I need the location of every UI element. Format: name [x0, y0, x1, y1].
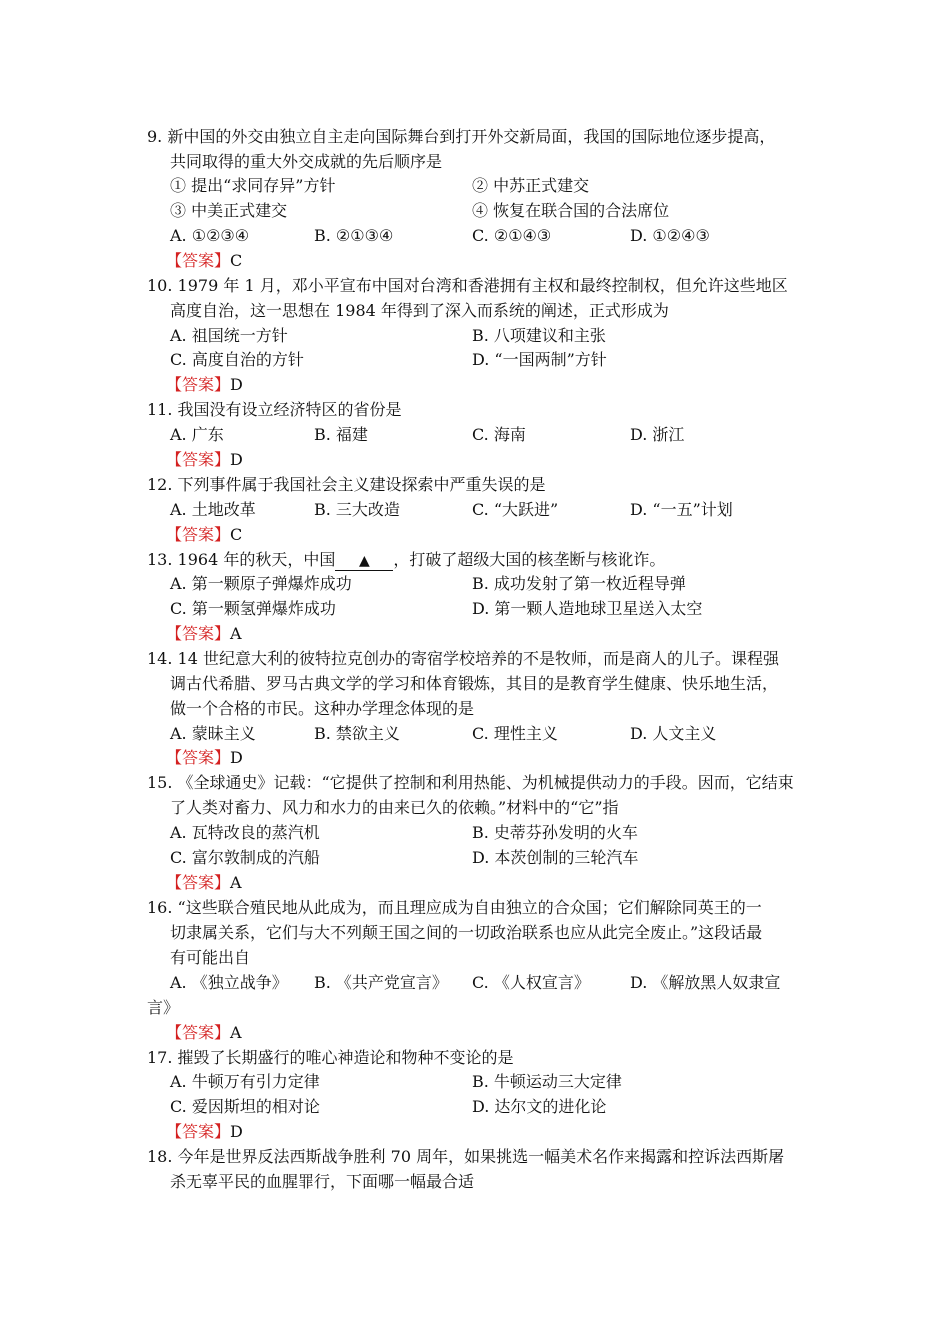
q16-option-b: B. 《共产党宣言》: [314, 973, 448, 992]
question-stem: 1979 年 1 月，邓小平宣布中国对台湾和香港拥有主权和最终控制权，但允许这些地区: [177, 276, 788, 295]
q15-option-d: D. 本茨创制的三轮汽车: [472, 848, 639, 867]
q15-option-b: B. 史蒂芬孙发明的火车: [472, 823, 638, 842]
q13-answer: [166, 622, 242, 646]
question-number: 14.: [147, 649, 173, 668]
q9-item-2: ② 中苏正式建交: [472, 176, 590, 195]
q10-option-c: C. 高度自治的方针: [170, 350, 304, 369]
answer-value: D: [230, 1122, 243, 1141]
question-15-line-2: 了人类对畜力、风力和水力的由来已久的依赖。”材料中的“它”指: [170, 798, 619, 817]
question-stem-before: 1964 年的秋天，中国: [177, 550, 336, 569]
answer-tag: 【答案】: [166, 748, 231, 767]
question-16-line-3: 有可能出自: [170, 948, 251, 967]
question-11-line-1: [147, 398, 402, 422]
q12-option-a: A. 土地改革: [170, 500, 256, 519]
q16-option-c: C. 《人权宣言》: [472, 973, 590, 992]
q16-option-d-wrap: 言》: [147, 998, 180, 1017]
question-number: 9.: [147, 127, 163, 146]
q9-item-4: ④ 恢复在联合国的合法席位: [472, 201, 670, 220]
q13-option-d: D. 第一颗人造地球卫星送入太空: [472, 599, 703, 618]
question-stem: 今年是世界反法西斯战争胜利 70 周年，如果挑选一幅美术名作来揭露和控诉法西斯屠: [177, 1147, 785, 1166]
q15-option-c: C. 富尔敦制成的汽船: [170, 848, 320, 867]
q15-answer: [166, 871, 242, 895]
question-stem: “这些联合殖民地从此成为，而且理应成为自由独立的合众国；它们解除同英王的一: [177, 898, 762, 917]
q17-option-c: C. 爱因斯坦的相对论: [170, 1097, 320, 1116]
answer-value: A: [230, 1023, 242, 1042]
q13-option-c: C. 第一颗氢弹爆炸成功: [170, 599, 336, 618]
q13-option-b: B. 成功发射了第一枚近程导弹: [472, 574, 686, 593]
fill-blank: [335, 550, 393, 571]
answer-value: A: [230, 624, 242, 643]
q16-option-a: A. 《独立战争》: [170, 973, 288, 992]
q15-option-a: A. 瓦特改良的蒸汽机: [170, 823, 320, 842]
q16-answer: [166, 1021, 242, 1045]
question-18-line-2: 杀无辜平民的血腥罪行，下面哪一幅最合适: [170, 1172, 475, 1191]
question-9-line-1: [147, 125, 775, 149]
answer-value: D: [230, 375, 243, 394]
question-16-line-2: 切隶属关系，它们与大不列颠王国之间的一切政治联系也应从此完全废止。”这段话最: [170, 923, 763, 942]
q17-option-d: D. 达尔文的进化论: [472, 1097, 607, 1116]
question-stem: 我国没有设立经济特区的省份是: [177, 400, 402, 419]
q17-option-b: B. 牛顿运动三大定律: [472, 1072, 622, 1091]
question-14-line-1: [147, 647, 779, 671]
q12-option-c: C. “大跃进”: [472, 500, 559, 519]
question-number: 18.: [147, 1147, 173, 1166]
q10-option-d: D. “一国两制”方针: [472, 350, 607, 369]
q9-answer: [166, 249, 242, 273]
answer-tag: 【答案】: [166, 525, 231, 544]
answer-tag: 【答案】: [166, 450, 231, 469]
question-stem: 下列事件属于我国社会主义建设探索中严重失误的是: [177, 475, 546, 494]
question-stem: 新中国的外交由独立自主走向国际舞台到打开外交新局面，我国的国际地位逐步提高，: [167, 127, 776, 146]
question-number: 13.: [147, 550, 173, 569]
answer-value: C: [230, 251, 243, 270]
q9-option-d: D. ①②④③: [630, 226, 710, 245]
question-10-line-1: [147, 274, 788, 298]
q17-answer: [166, 1120, 243, 1144]
question-14-line-3: 做一个合格的市民。这种办学理念体现的是: [170, 699, 475, 718]
question-stem: 摧毁了长期盛行的唯心神造论和物种不变论的是: [177, 1048, 514, 1067]
q13-option-a: A. 第一颗原子弹爆炸成功: [170, 574, 352, 593]
answer-tag: 【答案】: [166, 624, 231, 643]
question-18-line-1: [147, 1145, 784, 1169]
question-14-line-2: 调古代希腊、罗马古典文学的学习和体育锻炼，其目的是教育学生健康、快乐地生活，: [170, 674, 779, 693]
answer-value: C: [230, 525, 243, 544]
q10-answer: [166, 373, 243, 397]
question-stem-after: ，打破了超级大国的核垄断与核讹诈。: [393, 550, 666, 569]
q14-option-c: C. 理性主义: [472, 724, 558, 743]
q11-answer: [166, 448, 243, 472]
question-13-line-1: [147, 548, 665, 572]
answer-value: D: [230, 748, 243, 767]
q11-option-b: B. 福建: [314, 425, 368, 444]
answer-tag: 【答案】: [166, 375, 231, 394]
q11-option-a: A. 广东: [170, 425, 224, 444]
q14-option-d: D. 人文主义: [630, 724, 717, 743]
q9-item-3: ③ 中美正式建交: [170, 201, 288, 220]
q9-item-1: ① 提出“求同存异”方针: [170, 176, 336, 195]
question-number: 11.: [147, 400, 173, 419]
q14-answer: [166, 746, 243, 770]
question-number: 12.: [147, 475, 173, 494]
triangle-icon: ▲: [358, 553, 370, 569]
question-10-line-2: 高度自治，这一思想在 1984 年得到了深入而系统的阐述，正式形成为: [170, 301, 669, 320]
q14-option-b: B. 禁欲主义: [314, 724, 400, 743]
q12-option-d: D. “一五”计划: [630, 500, 733, 519]
question-17-line-1: [147, 1046, 514, 1070]
q12-answer: [166, 523, 242, 547]
question-number: 16.: [147, 898, 173, 917]
question-number: 10.: [147, 276, 173, 295]
answer-tag: 【答案】: [166, 1023, 231, 1042]
q10-option-a: A. 祖国统一方针: [170, 326, 288, 345]
answer-tag: 【答案】: [166, 251, 231, 270]
q11-option-d: D. 浙江: [630, 425, 685, 444]
q9-option-a: A. ①②③④: [170, 226, 250, 245]
answer-value: D: [230, 450, 243, 469]
q10-option-b: B. 八项建议和主张: [472, 326, 606, 345]
question-15-line-1: [147, 771, 794, 795]
q9-option-c: C. ②①④③: [472, 226, 552, 245]
q11-option-c: C. 海南: [472, 425, 526, 444]
q14-option-a: A. 蒙昧主义: [170, 724, 256, 743]
question-stem: 《全球通史》记载：“它提供了控制和利用热能、为机械提供动力的手段。因而，它结束: [177, 773, 794, 792]
answer-tag: 【答案】: [166, 873, 231, 892]
question-number: 15.: [147, 773, 173, 792]
question-9-line-2: 共同取得的重大外交成就的先后顺序是: [170, 152, 443, 171]
q12-option-b: B. 三大改造: [314, 500, 400, 519]
q17-option-a: A. 牛顿万有引力定律: [170, 1072, 320, 1091]
question-12-line-1: [147, 473, 546, 497]
q16-option-d: D. 《解放黑人奴隶宣: [630, 973, 781, 992]
question-number: 17.: [147, 1048, 173, 1067]
q9-option-b: B. ②①③④: [314, 226, 394, 245]
question-stem: 14 世纪意大利的彼特拉克创办的寄宿学校培养的不是牧师，而是商人的儿子。课程强: [177, 649, 779, 668]
question-16-line-1: [147, 896, 762, 920]
answer-tag: 【答案】: [166, 1122, 231, 1141]
answer-value: A: [230, 873, 242, 892]
